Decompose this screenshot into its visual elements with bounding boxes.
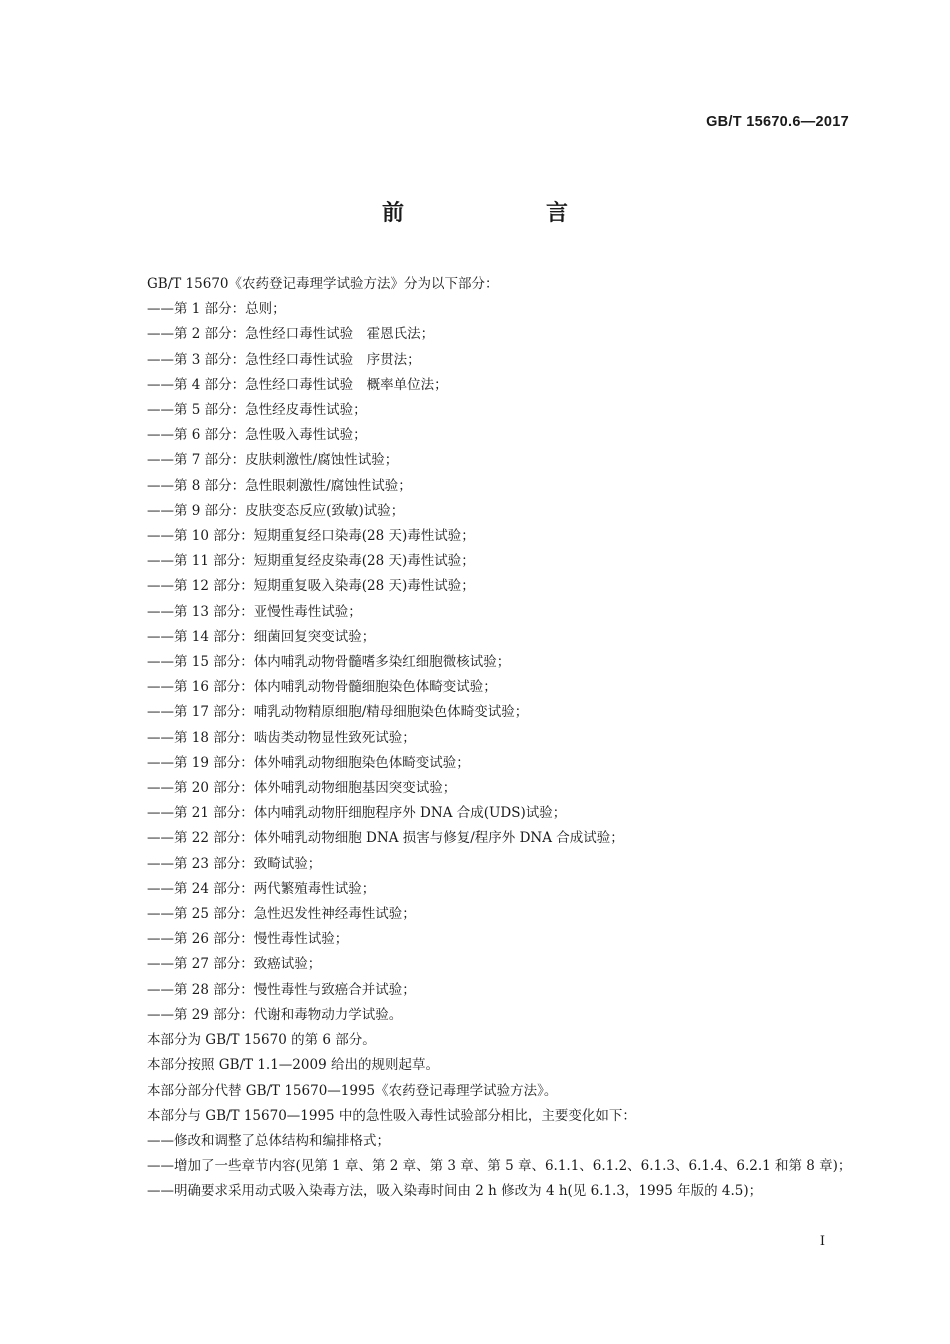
list-item: ——第 13 部分：亚慢性毒性试验；: [147, 603, 362, 620]
list-item: ——第 16 部分：体内哺乳动物骨髓细胞染色体畸变试验；: [147, 679, 497, 696]
intro-paragraph: GB/T 15670《农药登记毒理学试验方法》分为以下部分：: [147, 276, 499, 292]
list-item: ——第 19 部分：体外哺乳动物细胞染色体畸变试验；: [147, 754, 470, 771]
list-item: ——第 11 部分：短期重复经皮染毒(28 天)毒性试验；: [147, 553, 475, 570]
list-item: ——第 3 部分：急性经口毒性试验 序贯法；: [147, 351, 421, 368]
statement-paragraph: 本部分为 GB/T 15670 的第 6 部分。: [147, 1032, 376, 1049]
list-item: ——第 10 部分：短期重复经口染毒(28 天)毒性试验；: [147, 528, 475, 545]
list-item: ——第 22 部分：体外哺乳动物细胞 DNA 损害与修复/程序外 DNA 合成试验；: [147, 830, 624, 847]
list-item: ——第 28 部分：慢性毒性与致癌合并试验；: [147, 981, 416, 998]
page-title: 前 言: [381, 201, 628, 226]
list-item: ——第 7 部分：皮肤刺激性/腐蚀性试验；: [147, 452, 399, 469]
document-body: [147, 272, 859, 1205]
list-item: ——明确要求采用动式吸入染毒方法，吸入染毒时间由 2 h 修改为 4 h(见 6.1.3，1995 年版的 4.5)；: [147, 1183, 763, 1200]
list-item: ——第 21 部分：体内哺乳动物肝细胞程序外 DNA 合成(UDS)试验；: [147, 805, 567, 822]
list-item: ——第 2 部分：急性经口毒性试验 霍恩氏法；: [147, 326, 435, 343]
list-item: ——增加了一些章节内容(见第 1 章、第 2 章、第 3 章、第 5 章、6.1.1、6.1.2、6.1.3、6.1.4、6.2.1 和第 8 章)；: [147, 1158, 852, 1175]
list-item: ——第 1 部分：总则；: [147, 301, 286, 318]
list-item: ——第 8 部分：急性眼刺激性/腐蚀性试验；: [147, 477, 412, 494]
list-item: ——第 9 部分：皮肤变态反应(致敏)试验；: [147, 502, 405, 519]
list-item: ——第 4 部分：急性经口毒性试验 概率单位法；: [147, 376, 448, 393]
statement-paragraph: 本部分与 GB/T 15670—1995 中的急性吸入毒性试验部分相比，主要变化如下：: [147, 1107, 636, 1124]
list-item: ——第 23 部分：致畸试验；: [147, 855, 322, 872]
list-item: ——第 18 部分：啮齿类动物显性致死试验；: [147, 729, 416, 746]
changes-list: [147, 1129, 859, 1205]
statements-section: [147, 1028, 859, 1129]
list-item: ——第 24 部分：两代繁殖毒性试验；: [147, 880, 376, 897]
list-item: ——第 14 部分：细菌回复突变试验；: [147, 628, 376, 645]
list-item: ——第 17 部分：哺乳动物精原细胞/精母细胞染色体畸变试验；: [147, 704, 529, 721]
parts-list: [147, 297, 859, 1028]
list-item: ——第 12 部分：短期重复吸入染毒(28 天)毒性试验；: [147, 578, 475, 595]
page-number: I: [819, 1234, 825, 1249]
list-item: ——第 26 部分：慢性毒性试验；: [147, 931, 349, 948]
list-item: ——第 27 部分：致癌试验；: [147, 956, 322, 973]
list-item: ——第 20 部分：体外哺乳动物细胞基因突变试验；: [147, 780, 457, 797]
list-item: ——第 29 部分：代谢和毒物动力学试验。: [147, 1006, 403, 1023]
statement-paragraph: 本部分部分代替 GB/T 15670—1995《农药登记毒理学试验方法》。: [147, 1082, 558, 1099]
list-item: ——第 6 部分：急性吸入毒性试验；: [147, 427, 367, 444]
list-item: ——第 5 部分：急性经皮毒性试验；: [147, 402, 367, 419]
list-item: ——修改和调整了总体结构和编排格式；: [147, 1132, 390, 1149]
list-item: ——第 15 部分：体内哺乳动物骨髓嗜多染红细胞微核试验；: [147, 654, 511, 671]
statement-paragraph: 本部分按照 GB/T 1.1—2009 给出的规则起草。: [147, 1057, 439, 1074]
standard-code: GB/T 15670.6—2017: [706, 114, 849, 130]
list-item: ——第 25 部分：急性迟发性神经毒性试验；: [147, 906, 416, 923]
